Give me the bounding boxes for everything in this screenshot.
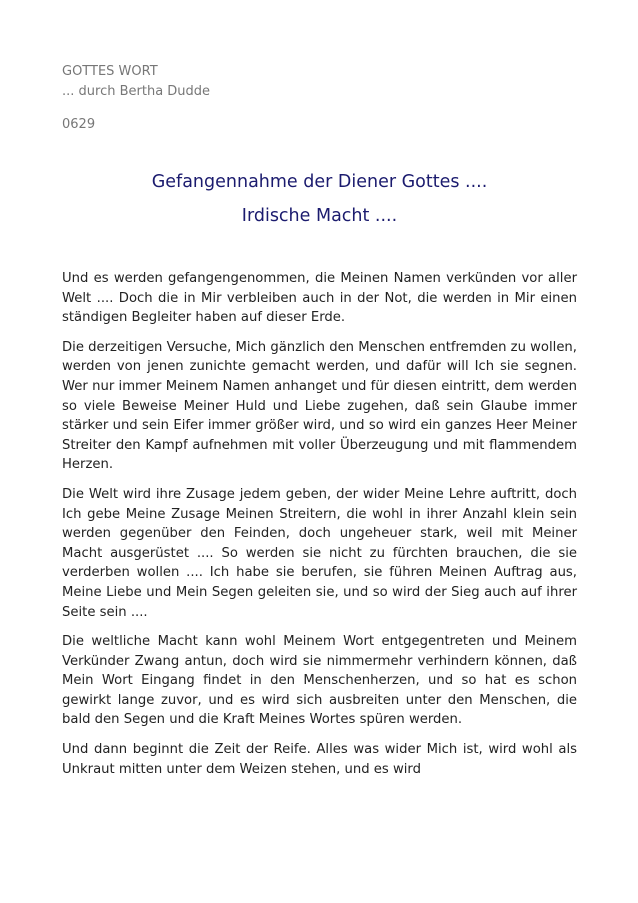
document-page (62, 62, 577, 789)
paragraph-1: Und es werden gefangengenommen, die Meinen Namen verkünden vor aller Welt .... Doch die in Mir verbleiben auch in der Not, die werden in Mir einen ständigen Begleiter haben auf dieser Erde. (62, 271, 577, 326)
paragraph-3: Die Welt wird ihre Zusage jedem geben, der wider Meine Lehre auftritt, doch Ich gebe Meine Zusage Meinen Streitern, die wohl in ihrer Anzahl klein sein werden gegenüber den Feinden, doch ungeheuer stark, weil mit Meiner Macht ausgerüstet .... So werden sie nicht zu fürchten brauchen, die sie verderben wollen .... Ich habe sie berufen, sie führen Meinen Auftrag aus, Meine Liebe und Mein Segen geleiten sie, und so wird der Sieg auch auf ihrer Seite sein .... (62, 486, 577, 620)
author-label: ... durch Bertha Dudde (62, 84, 211, 99)
paragraph-4: Die weltliche Macht kann wohl Meinem Wort entgegentreten und Meinem Verkünder Zwang antun, doch wird sie nimmermehr verhindern können, daß Mein Wort Eingang findet in den Menschenherzen, und so hat es schon gewirkt lange zuvor, und es wird sich ausbreiten unter den Menschen, die bald den Segen und die Kraft Meines Wortes spüren werden. (62, 634, 577, 728)
title-line-2: Irdische Macht .... (241, 206, 398, 226)
document-title (62, 165, 577, 233)
paragraph-5: Und dann beginnt die Zeit der Reife. Alles was wider Mich ist, wird wohl als Unkraut mitten unter dem Weizen stehen, und es wird (62, 742, 577, 777)
paragraph-2: Die derzeitigen Versuche, Mich gänzlich den Menschen entfremden zu wollen, werden von jenen zunichte gemacht werden, und dafür will Ich sie segnen. Wer nur immer Meinem Namen anhanget und für diesen eintritt, dem werden so viele Beweise Meiner Huld und Liebe zugehen, daß sein Glaube immer stärker und sein Eifer immer größer wird, und so wird ein ganzes Heer Meiner Streiter den Kampf aufnehmen mit voller Überzeugung und mit flammendem Herzen. (62, 339, 577, 473)
title-line-1: Gefangennahme der Diener Gottes .... (151, 172, 488, 192)
body-text (62, 269, 577, 779)
message-number: 0629 (62, 117, 96, 132)
source-label: GOTTES WORT (62, 64, 158, 79)
